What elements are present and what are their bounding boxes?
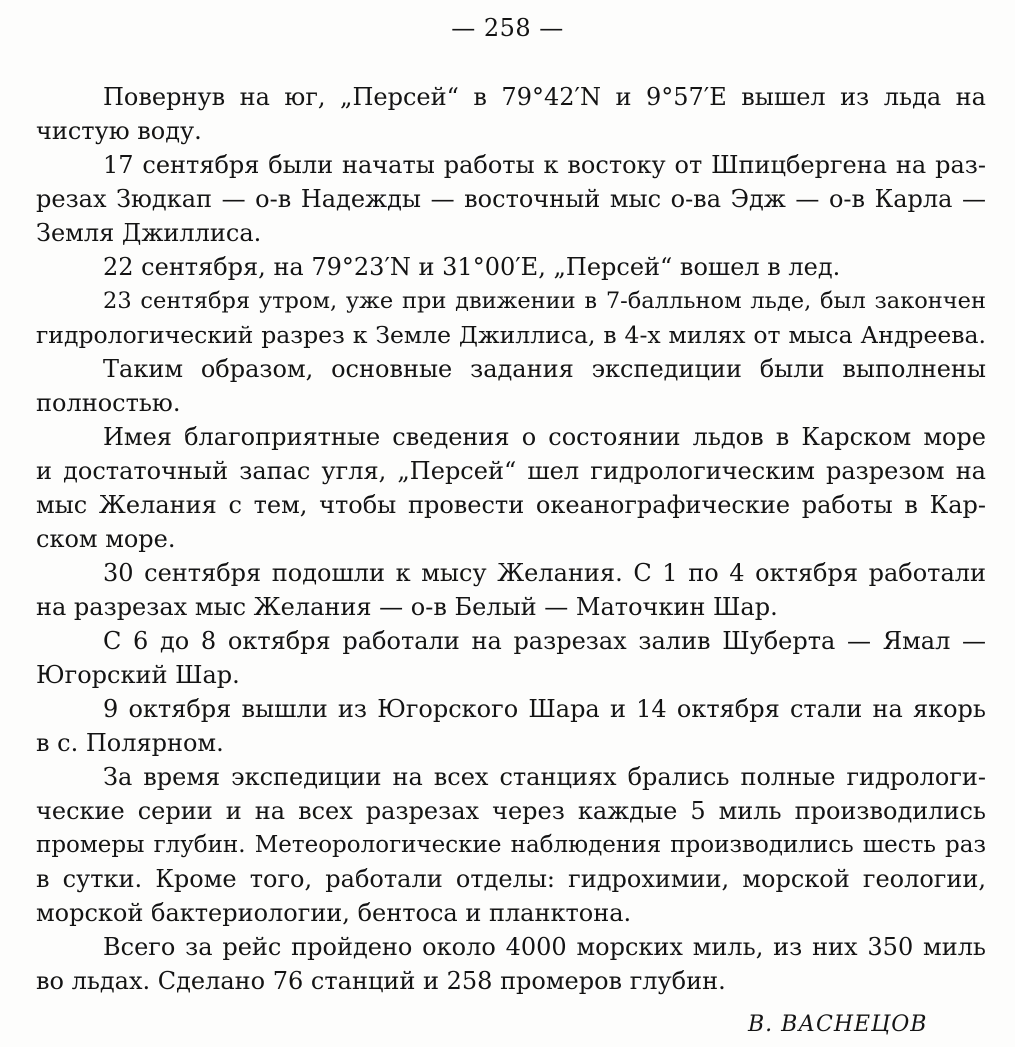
text-line: Земля Джиллиса.	[36, 219, 262, 247]
text-line: Таким образом, основные задания экспедиции были выполнены	[103, 355, 986, 383]
text-line: на разрезах мыс Желания — о-в Белый — Маточкин Шар.	[36, 593, 778, 621]
text-line: гидрологический разрез к Земле Джиллиса, в 4-х милях от мыса Андреева.	[36, 321, 986, 349]
text-line: ческие серии и на всех разрезах через каждые 5 миль производились	[36, 797, 986, 825]
text-line: резах Зюдкап — о-в Надежды — восточный мыс о-ва Эдж — о-в Карла —	[36, 185, 986, 213]
text-line: Югорский Шар.	[36, 661, 240, 689]
text-line: в сутки. Кроме того, работали отделы: гидрохимии, морской геологии,	[36, 865, 986, 893]
author-signature: В. ВАСНЕЦОВ	[748, 1012, 928, 1037]
text-line: и достаточный запас угля, „Персей“ шел гидрологическим разрезом на	[36, 457, 986, 485]
text-line: Всего за рейс пройдено около 4000 морских миль, из них 350 миль	[103, 933, 986, 961]
text-line: мыс Желания с тем, чтобы провести океанографические работы в Кар-	[36, 491, 986, 519]
text-line: чистую воду.	[36, 117, 202, 145]
text-line: во льдах. Сделано 76 станций и 258 промеров глубин.	[36, 967, 726, 995]
text-line: в с. Полярном.	[36, 729, 224, 757]
text-line: За время экспедиции на всех станциях брались полные гидрологи-	[103, 763, 986, 791]
text-line: 23 сентября утром, уже при движении в 7-балльном льде, был закончен	[103, 288, 986, 314]
text-line: полностью.	[36, 389, 181, 417]
page-number: — 258 —	[451, 14, 564, 42]
text-line: 22 сентября, на 79°23′N и 31°00′E, „Персей“ вошел в лед.	[103, 253, 841, 281]
text-line: Имея благоприятные сведения о состоянии льдов в Карском море	[103, 423, 986, 451]
text-line: морской бактериологии, бентоса и планктона.	[36, 899, 632, 927]
text-line: ском море.	[36, 525, 176, 553]
text-line: С 6 до 8 октября работали на разрезах залив Шуберта — Ямал —	[103, 627, 986, 655]
text-line: промеры глубин. Метеорологические наблюдения производились шесть раз	[36, 832, 986, 858]
text-line: Повернув на юг, „Персей“ в 79°42′N и 9°57′E вышел из льда на	[103, 83, 986, 111]
text-line: 17 сентября были начаты работы к востоку от Шпицбергена на раз-	[103, 151, 986, 179]
text-line: 9 октября вышли из Югорского Шара и 14 октября стали на якорь	[103, 695, 986, 723]
text-line: 30 сентября подошли к мысу Желания. С 1 по 4 октября работали	[103, 559, 986, 587]
